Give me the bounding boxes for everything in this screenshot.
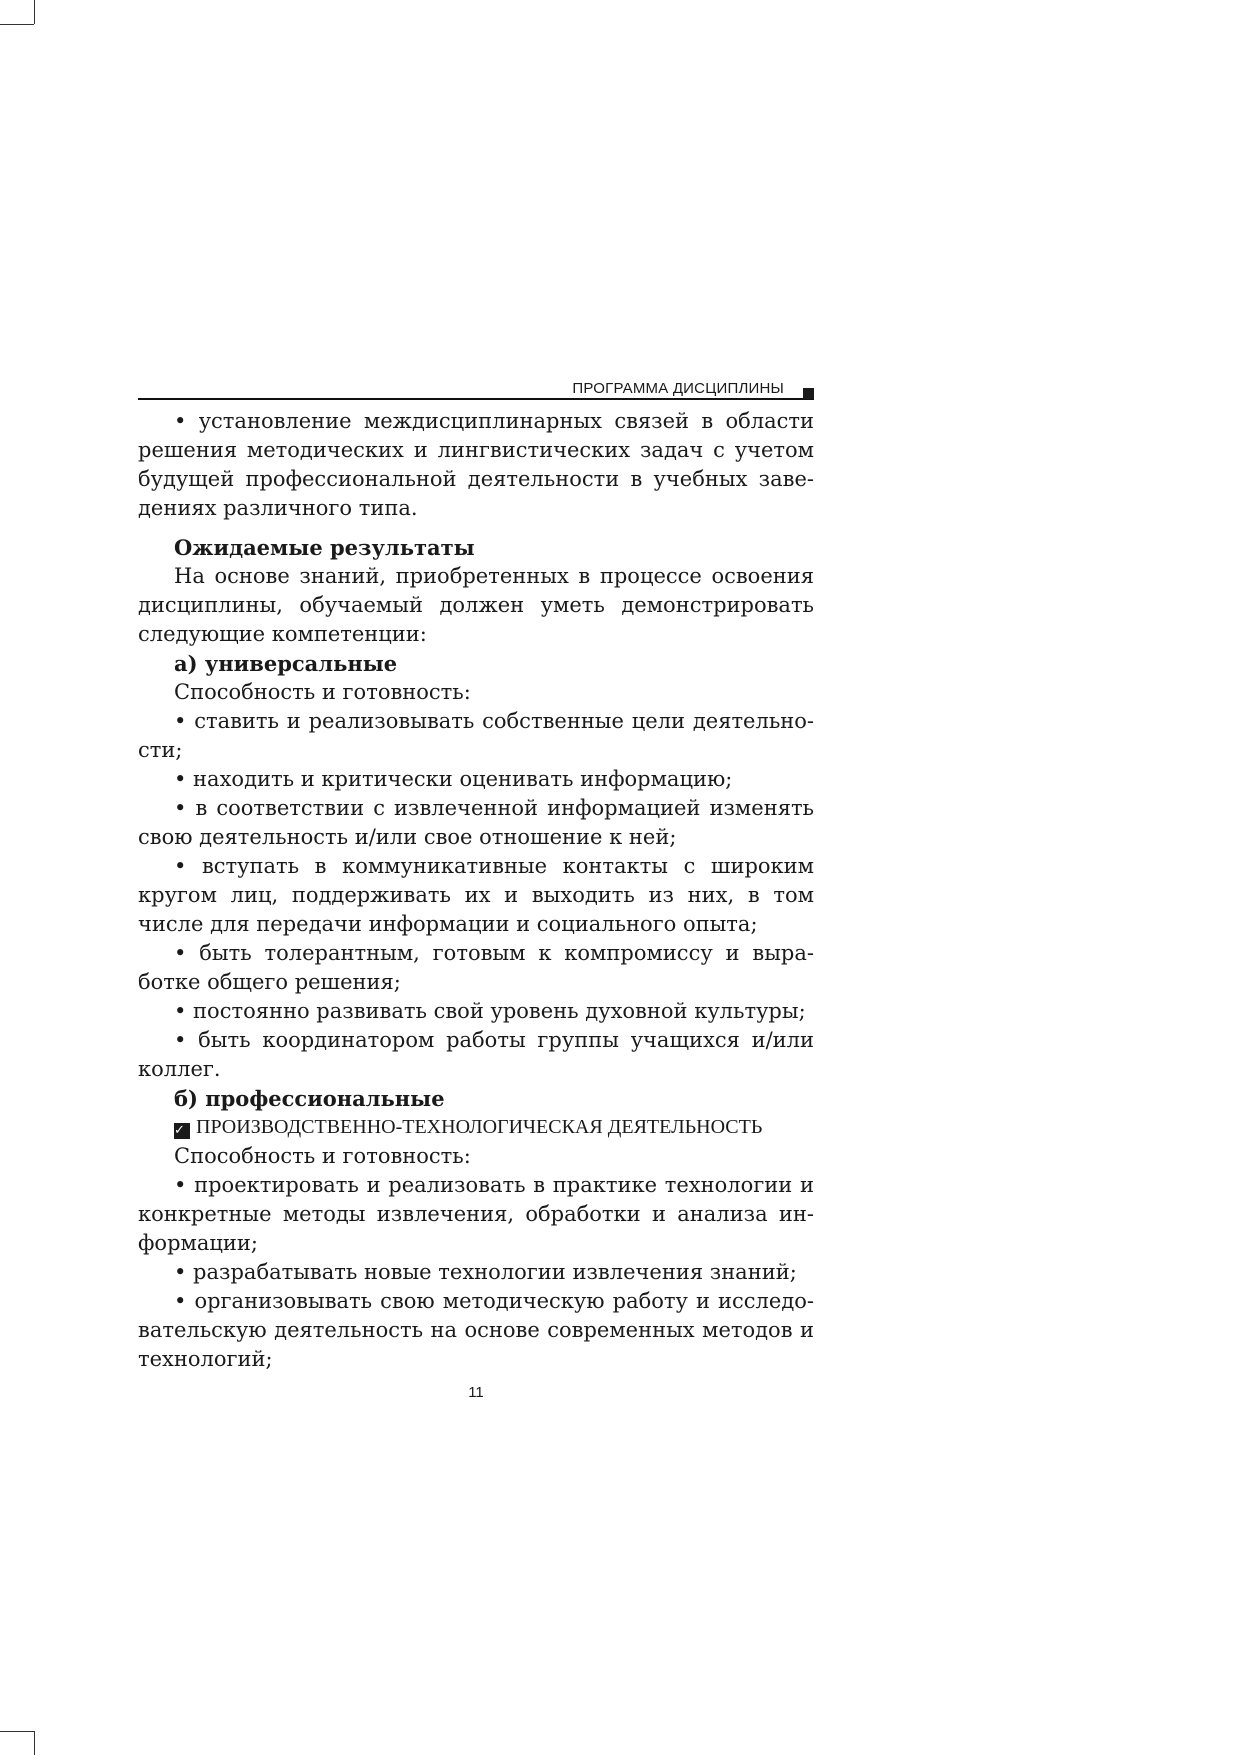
bullet-interdisciplinary: • установление междисциплинарных связей в области решения методических и лингвистических задач с учетом будущей профессиональной деятельности в учебных заве-дениях различного типа. (138, 409, 814, 520)
universal-item-6: • постоянно развивать свой уровень духовной культуры; (174, 999, 806, 1023)
square-icon (803, 388, 814, 399)
heading-expected-results: Ожидаемые результаты (174, 535, 475, 560)
page-number: 11 (468, 1384, 484, 1401)
universal-item-5: • быть толерантным, готовым к компромиссу и выра-ботке общего решения; (138, 941, 814, 994)
ability-label-professional: Способность и готовность: (174, 1144, 471, 1168)
crop-mark-top-horizontal (0, 24, 34, 25)
heading-universal: а) универсальные (174, 651, 398, 676)
professional-item-2: • разрабатывать новые технологии извлечения знаний; (174, 1260, 797, 1284)
heading-professional: б) профессиональные (174, 1086, 445, 1111)
crop-mark-top-vertical (34, 0, 35, 24)
page-body (138, 407, 814, 1374)
universal-item-1: • ставить и реализовывать собственные цели деятельно-сти; (138, 709, 814, 762)
crop-mark-bottom-vertical (34, 1731, 35, 1755)
paragraph-competencies-intro: На основе знаний, приобретенных в процессе освоения дисциплины, обучаемый должен уметь демонстрировать следующие компетенции: (138, 564, 814, 646)
running-head (138, 380, 814, 400)
activity-type-label: ПРОИЗВОДСТВЕННО-ТЕХНОЛОГИЧЕСКАЯ ДЕЯТЕЛЬНОСТЬ (196, 1116, 763, 1138)
crop-mark-bottom-horizontal (0, 1731, 34, 1732)
universal-item-3: • в соответствии с извлеченной информацией изменять свою деятельность и/или свое отношение к ней; (138, 796, 814, 849)
universal-item-2: • находить и критически оценивать информацию; (174, 767, 733, 791)
professional-item-1: • проектировать и реализовать в практике технологии и конкретные методы извлечения, обработки и анализа ин-формации; (138, 1173, 814, 1255)
universal-item-4: • вступать в коммуникативные контакты с широким кругом лиц, поддерживать их и выходить из них, в том числе для передачи информации и социального опыта; (138, 854, 814, 936)
activity-type-line (138, 1113, 814, 1142)
ability-label-universal: Способность и готовность: (174, 680, 471, 704)
universal-item-7: • быть координатором работы группы учащихся и/или коллег. (138, 1028, 814, 1081)
professional-item-3: • организовывать свою методическую работу и исследо-вательскую деятельность на основе современных методов и технологий; (138, 1289, 814, 1371)
checkbox-icon: ✓ (174, 1123, 190, 1139)
running-head-title: ПРОГРАММА ДИСЦИПЛИНЫ (572, 380, 784, 397)
